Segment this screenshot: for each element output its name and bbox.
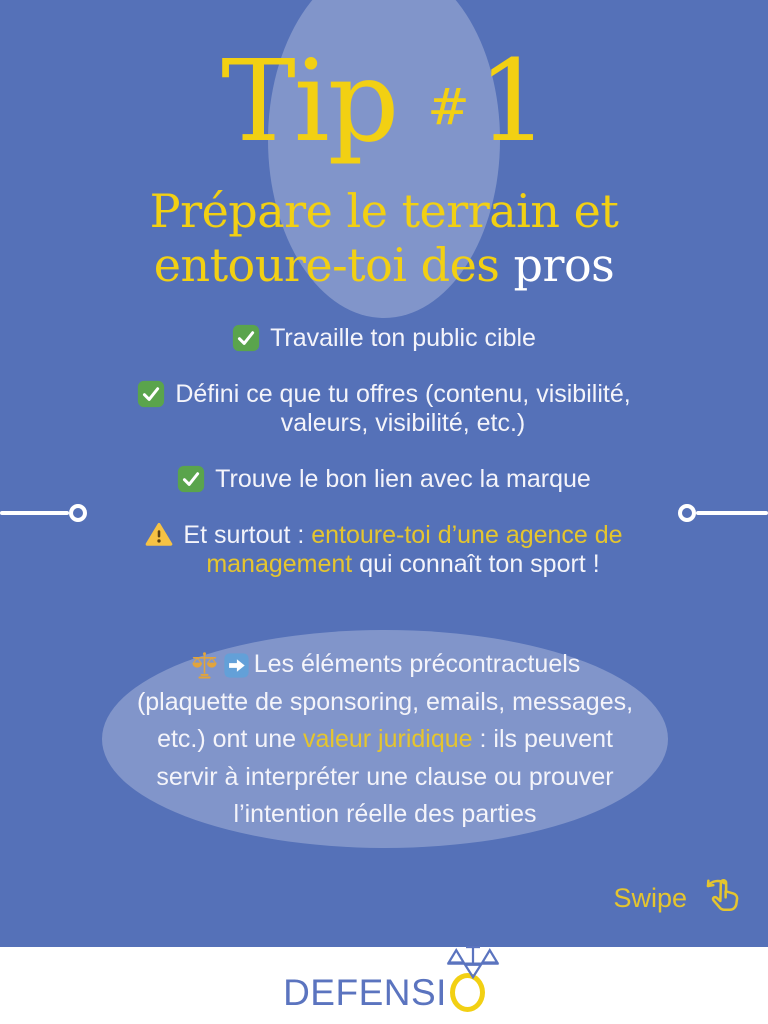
swipe-label: Swipe (613, 882, 687, 913)
subtitle-line2-white: pros (499, 238, 615, 292)
subtitle-line-1: Prépare le terrain et (149, 184, 619, 238)
title-hash: # (427, 77, 470, 136)
checklist-item-text: Trouve le bon lien avec la marque (215, 465, 591, 493)
legal-note-line1-text: Les éléments précontractuels (253, 650, 581, 679)
warning-line1 (183, 521, 622, 550)
balance-scale-icon (190, 651, 219, 680)
swipe-hand-icon (696, 874, 744, 922)
warning-line1-yellow: entoure-toi d’une agence de (311, 521, 623, 549)
checklist-item-text: Travaille ton public cible (270, 324, 536, 352)
warning-line1-white: Et surtout : (183, 521, 312, 549)
warning-line2-white: qui connaît ton sport ! (352, 550, 600, 578)
legal-note-line2: (plaquette de sponsoring, emails, messages, (136, 687, 634, 716)
arrow-right-icon (224, 653, 249, 678)
warning-text (183, 521, 622, 579)
legal-note-line3-a: etc.) ont une (157, 725, 304, 754)
footer (0, 947, 768, 1024)
warning-item (145, 521, 622, 579)
checklist-item-line1: Défini ce que tu offres (contenu, visibilité, (175, 380, 631, 408)
right-connector-line (696, 511, 768, 515)
justice-scales-icon (445, 945, 501, 986)
title-word: Tip (221, 37, 398, 167)
defensio-logo (283, 947, 485, 1024)
warning-line2-yellow: management (206, 550, 353, 578)
warning-line2 (183, 550, 622, 579)
check-mark-icon (137, 380, 165, 408)
brand-name: DEFENSI (283, 972, 447, 1013)
checklist-item-line2: valeurs, visibilité, etc.) (280, 409, 526, 437)
checklist-item-1 (232, 324, 536, 353)
subtitle-line2-yellow: entoure-toi des (153, 238, 500, 292)
legal-note-line3 (157, 721, 613, 759)
legal-note-highlight: valeur juridique (303, 725, 473, 754)
checklist-item-text (175, 380, 630, 438)
warning-icon (145, 521, 173, 549)
swipe-indicator (613, 874, 744, 922)
checklist-item-2 (137, 380, 630, 438)
checklist-item-3 (177, 465, 591, 494)
check-mark-icon (232, 324, 260, 352)
legal-note-line3-b: : ils peuvent (472, 725, 613, 754)
legal-note (102, 632, 668, 848)
legal-note-line4: servir à interpréter une clause ou prouver (156, 762, 614, 791)
check-mark-icon (177, 465, 205, 493)
subtitle-line-2 (0, 238, 768, 292)
legal-note-line1 (190, 646, 581, 684)
brand-letter-o (450, 973, 485, 1012)
right-connector-ring (678, 504, 696, 522)
legal-note-line5: l’intention réelle des parties (233, 800, 537, 829)
title-number: 1 (477, 37, 547, 167)
left-connector-ring (69, 504, 87, 522)
left-connector-line (0, 511, 69, 515)
page-subtitle (0, 184, 768, 292)
checklist (0, 324, 768, 579)
page-title (0, 37, 768, 167)
